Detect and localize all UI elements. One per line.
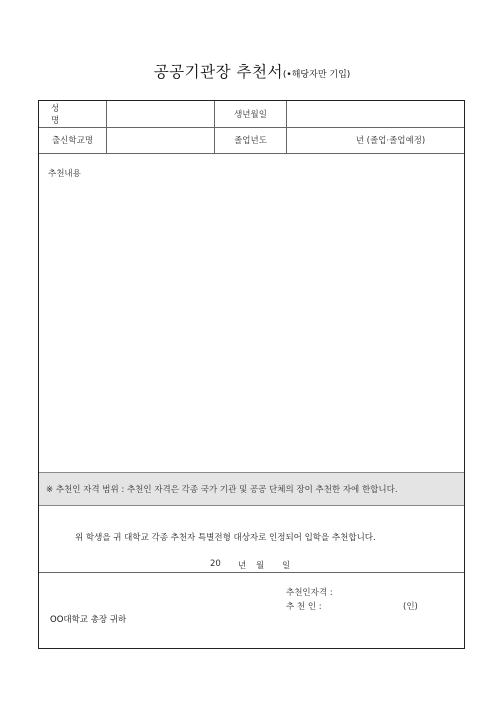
date-year-label: 년 — [238, 561, 247, 571]
recommendation-statement: 위 학생을 귀 대학교 각종 추천자 특별전형 대상자로 인정되어 입학을 추천합니다. — [75, 533, 376, 543]
addressee: OO대학교 총장 귀하 — [50, 615, 127, 625]
birth-label: 생년월일 — [215, 101, 287, 127]
date-month-label: 월 — [256, 561, 265, 571]
recommender-label: 추 천 인 : — [286, 602, 322, 612]
date-year-prefix: 20 — [210, 559, 221, 569]
recommender-qualification-label: 추천인자격 : — [286, 588, 333, 598]
grad-year-field[interactable]: 년 (졸업·졸업예정) — [355, 136, 426, 146]
recommendation-form — [38, 100, 465, 649]
grad-year-label: 졸업년도 — [215, 127, 287, 153]
content-label: 추천내용 — [48, 169, 81, 179]
name-label: 성 명 — [39, 101, 107, 127]
document-title — [0, 60, 504, 82]
name-field[interactable] — [107, 101, 215, 127]
title-text: 공공기관장 추천서 — [153, 63, 283, 81]
school-field[interactable] — [107, 127, 215, 153]
recommendation-content-area[interactable] — [39, 153, 464, 573]
qualification-note: ※ 추천인 자격 범위 : 추천인 자격은 각종 국가 기관 및 공공 단체의 장이 추천한 자에 한합니다. — [39, 472, 464, 506]
row-name-birth — [39, 101, 464, 128]
seal-label: (인) — [403, 602, 418, 612]
birth-field[interactable] — [287, 101, 464, 127]
school-label: 출신학교명 — [39, 127, 107, 153]
row-school-grad — [39, 127, 464, 154]
title-note: (•해당자만 기입) — [282, 70, 351, 80]
date-day-label: 일 — [282, 561, 291, 571]
